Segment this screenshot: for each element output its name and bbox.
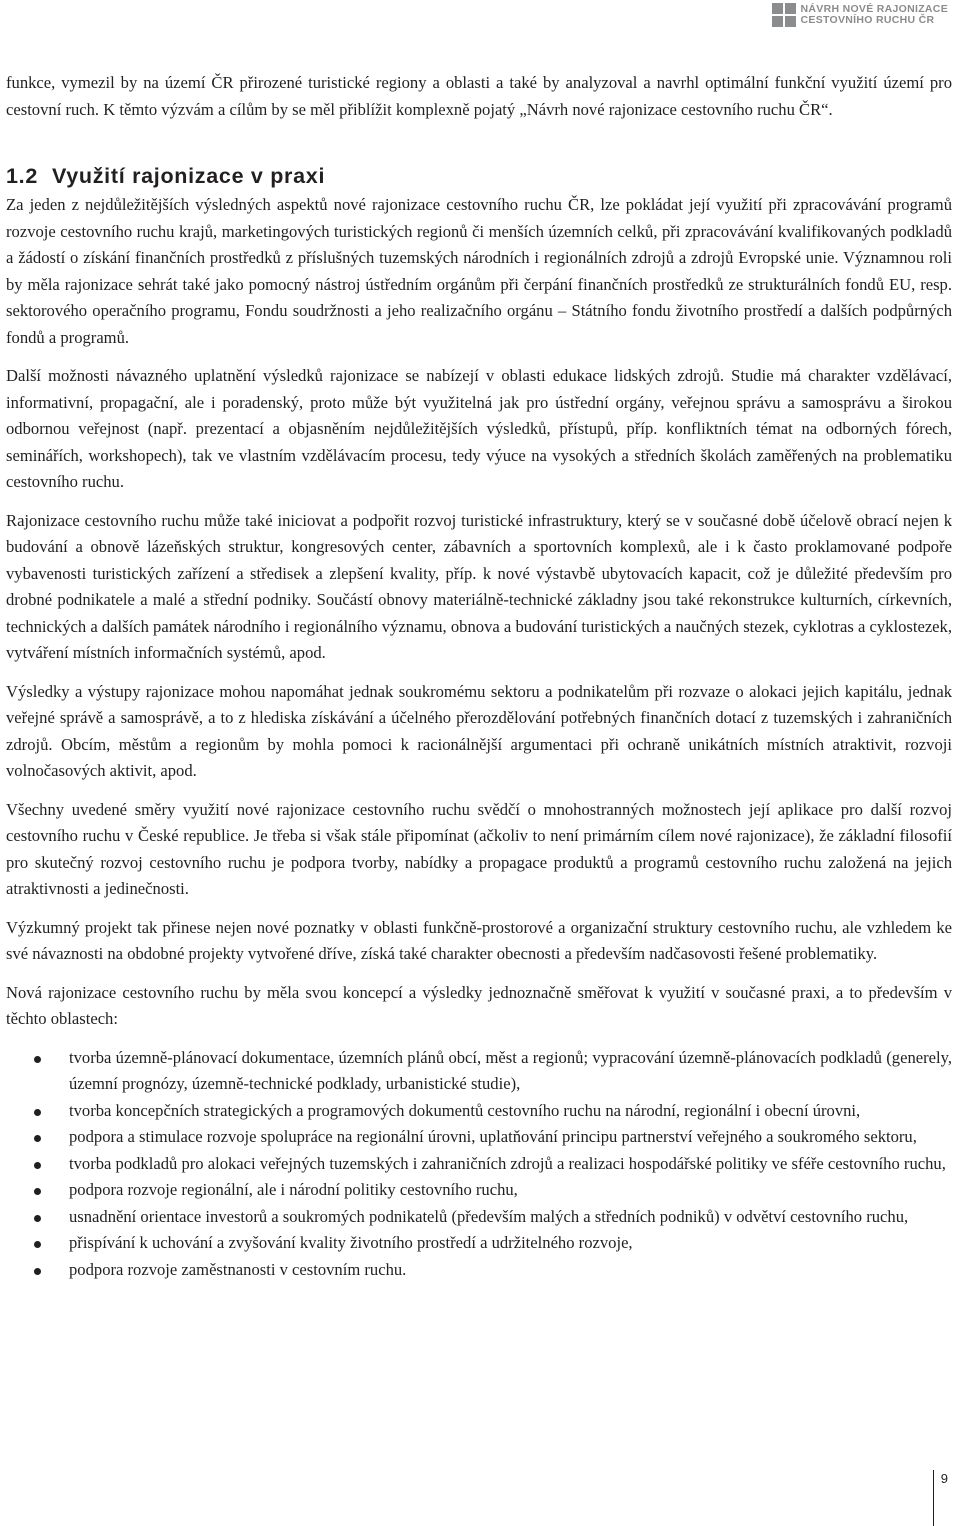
list-item bbox=[6, 1230, 952, 1257]
paragraph: Všechny uvedené směry využití nové rajonizace cestovního ruchu svědčí o mnohostranných možnostech její aplikace pro další rozvoj cestovního ruchu v České republice. Je třeba si však stále připomínat (ačkoliv to není primárním cílem nové rajonizace), že základní filosofií pro skutečný rozvoj cestovního ruchu je podpora tvorby, nabídky a propagace produktů a programů cestovního ruchu založená na jejich atraktivnosti a jedinečnosti. bbox=[6, 799, 952, 898]
header-logo bbox=[772, 3, 948, 27]
paragraph: Za jeden z nejdůležitějších výsledných aspektů nové rajonizace cestovního ruchu ČR, lze pokládat její využití při zpracovávání programů rozvoje cestovního ruchu krajů, marketingových turistických regionů či menších územních celků, při zpracovávání kvalifikovaných podkladů a žádostí o získání finančních prostředků z příslušných tuzemských národních i regionálních zdrojů a zdrojů Evropské unie. Významnou roli by měla rajonizace sehrát také jako pomocný nástroj ústředním orgánům při čerpání finančních prostředků ze strukturálních fondů EU, resp. sektorového operačního programu, Fondu soudržnosti a jeho realizačního orgánu – Státního fondu životního prostředí a dalších podpůrných fondů a programů. bbox=[6, 195, 952, 347]
list-item-text: podpora a stimulace rozvoje spolupráce na regionální úrovni, uplatňování principu partnerství veřejného a soukromého sektoru, bbox=[69, 1127, 917, 1146]
list-item bbox=[6, 1257, 952, 1284]
bullet-list bbox=[6, 1045, 952, 1284]
bullet-icon bbox=[34, 1215, 41, 1222]
list-item bbox=[6, 1151, 952, 1178]
list-item bbox=[6, 1098, 952, 1125]
list-item-text: tvorba podkladů pro alokaci veřejných tuzemských i zahraničních zdrojů a realizaci hospodářské politiky ve sféře cestovního ruchu, bbox=[69, 1153, 946, 1173]
bullet-icon bbox=[34, 1135, 41, 1142]
bullet-icon bbox=[34, 1268, 41, 1275]
page-number-divider bbox=[933, 1470, 934, 1526]
list-item-text: přispívání k uchování a zvyšování kvality životního prostředí a udržitelného rozvoje, bbox=[69, 1233, 633, 1252]
list-item-text: tvorba koncepčních strategických a programových dokumentů cestovního ruchu na národní, regionální i obecní úrovni, bbox=[69, 1100, 861, 1120]
logo-line-2: CESTOVNÍHO RUCHU ČR bbox=[800, 14, 935, 26]
bullet-icon bbox=[34, 1241, 41, 1248]
paragraph: Rajonizace cestovního ruchu může také iniciovat a podpořit rozvoj turistické infrastruktury, který se v současné době účelově obrací nejen k budování a obnově lázeňských struktur, kongresových center, zábavních a sportovních komplexů, ale i k často proklamované podpoře vybavenosti turistických zařízení a středisek a zlepšení kvality, příp. k nové výstavbě ubytovacích kapacit, což je důležité především pro drobné podnikatele a malé a střední podniky. Součástí obnovy materiálně-technické základny jsou také rekonstrukce kulturních, církevních, technických a dalších památek národního i regionálního významu, obnova a budování turistických a naučných stezek, cyklotras a cyklostezek, vytváření místních informačních systémů, apod. bbox=[6, 510, 952, 662]
section-title: Využití rajonizace v praxi bbox=[52, 164, 326, 188]
page-number: 9 bbox=[940, 1471, 948, 1486]
list-item-text: tvorba územně-plánovací dokumentace, územních plánů obcí, měst a regionů; vypracování územně-plánovacích podkladů (generely, územní prognózy, územně-technické podklady, urbanistické studie), bbox=[69, 1047, 952, 1093]
paragraph: Další možnosti návazného uplatnění výsledků rajonizace se nabízejí v oblasti edukace lidských zdrojů. Studie má charakter vzdělávací, informativní, propagační, ale i poradenský, proto může být využitelná jak pro ústřední orgány, veřejnou správu a samosprávu a širokou odbornou veřejnost (např. prezentací a objasněním nejdůležitějších výsledků, přístupů, příp. konfliktních témat na odborných fórech, seminářích, workshopech), tak ve vlastním vzdělávacím procesu, tedy výuce na vysokých a středních školách zaměřených na problematiku cestovního ruchu. bbox=[6, 366, 952, 491]
paragraph: Výzkumný projekt tak přinese nejen nové poznatky v oblasti funkčně-prostorové a organizační struktury cestovního ruchu, ale vzhledem ke své návaznosti na obdobné projekty vytvořené dříve, získá také charakter obecnosti a především nadčasovosti řešené problematiky. bbox=[6, 917, 952, 963]
list-item-text: usnadnění orientace investorů a soukromých podnikatelů (především malých a středních podniků) v odvětví cestovního ruchu, bbox=[69, 1206, 909, 1226]
bullet-icon bbox=[34, 1188, 41, 1195]
four-squares-logo-icon bbox=[772, 3, 796, 27]
intro-paragraph: funkce, vymezil by na území ČR přirozené turistické regiony a oblasti a také by analyzoval a navrhl optimální funkční využití území pro cestovní ruch. K těmto výzvám a cílům by se měl přiblížit komplexně pojatý „Návrh nové rajonizace cestovního ruchu ČR“. bbox=[6, 73, 952, 119]
logo-text bbox=[801, 4, 948, 26]
list-item-text: podpora rozvoje zaměstnanosti v cestovním ruchu. bbox=[69, 1259, 407, 1279]
list-item bbox=[6, 1177, 952, 1204]
bullet-icon bbox=[34, 1109, 41, 1116]
bullet-icon bbox=[34, 1162, 41, 1169]
page-content bbox=[6, 70, 952, 1283]
logo-line-1: NÁVRH NOVÉ RAJONIZACE bbox=[800, 3, 948, 15]
paragraph: Nová rajonizace cestovního ruchu by měla svou koncepcí a výsledky jednoznačně směřovat k využití v současné praxi, a to především v těchto oblastech: bbox=[6, 982, 952, 1028]
section-number: 1.2 bbox=[6, 164, 38, 188]
bullet-icon bbox=[34, 1056, 41, 1063]
paragraph: Výsledky a výstupy rajonizace mohou napomáhat jednak soukromému sektoru a podnikatelům při rozvaze o alokaci jejich kapitálu, jednak veřejné správě a samosprávě, a to z hlediska získávání a účelného přerozdělování potřebných finančních dotací z tuzemských i zahraničních zdrojů. Obcím, městům a regionům by mohla pomoci k racionálnější argumentaci při ochraně unikátních místních atraktivit, rozvoji volnočasových aktivit, apod. bbox=[6, 681, 952, 780]
list-item bbox=[6, 1124, 952, 1151]
section-heading bbox=[6, 163, 952, 189]
list-item bbox=[6, 1204, 952, 1231]
list-item bbox=[6, 1045, 952, 1098]
list-item-text: podpora rozvoje regionální, ale i národní politiky cestovního ruchu, bbox=[69, 1180, 518, 1199]
